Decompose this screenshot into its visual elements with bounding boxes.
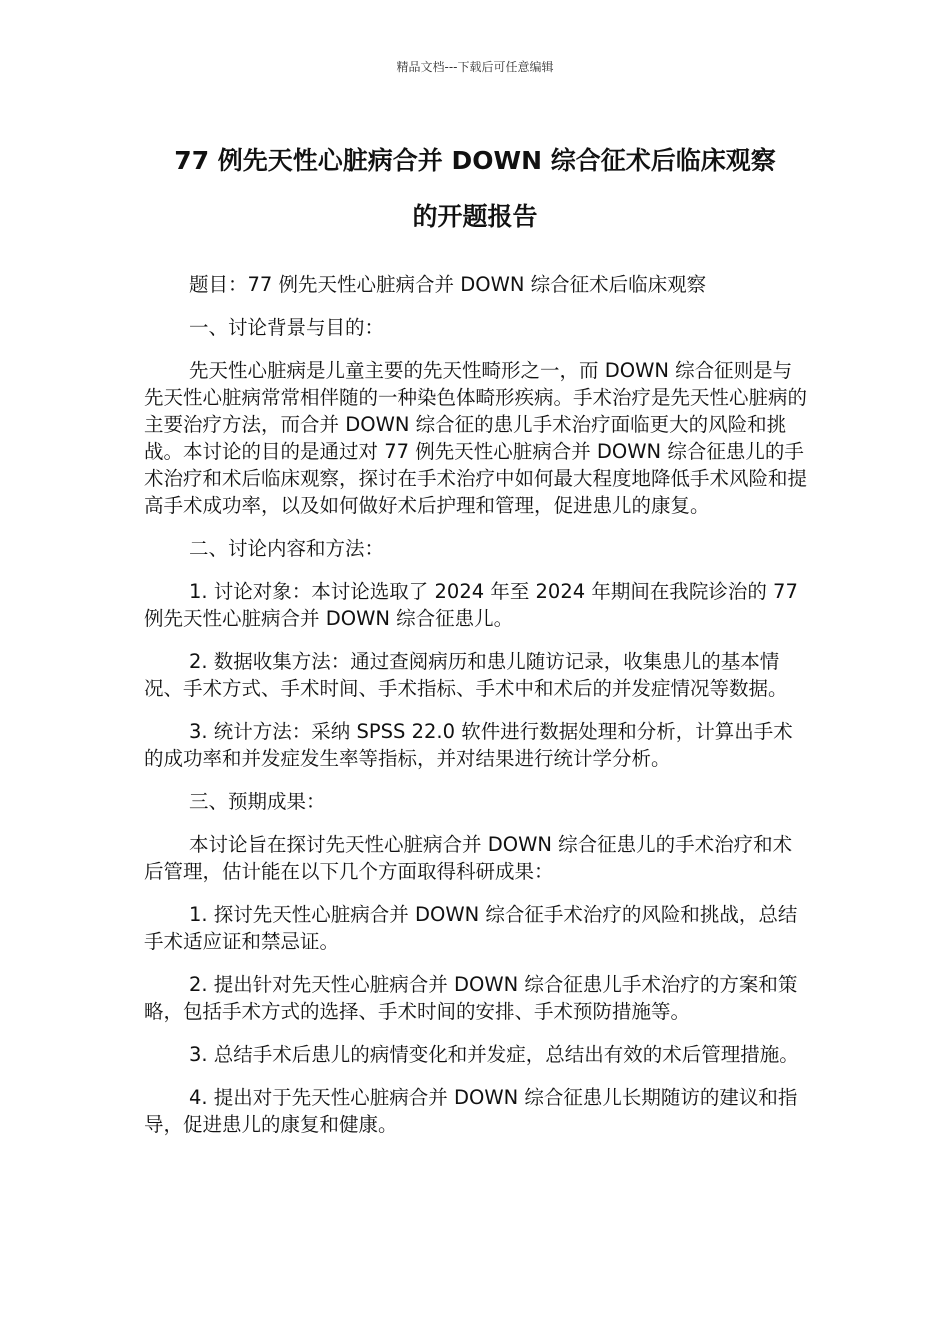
title-line-1: 77 例先天性心脏病合并 DOWN 综合征术后临床观察 (174, 146, 776, 175)
heading-outcomes: 三、预期成果： (189, 790, 326, 813)
heading-methods: 二、讨论内容和方法： (189, 537, 385, 560)
paragraph-outcomes-intro: 本讨论旨在探讨先天性心脏病合并 DOWN 综合征患儿的手术治疗和术后管理，估计能在以下几个方面取得科研成果： (144, 833, 793, 883)
document-title (145, 133, 805, 245)
paragraph-outcome-1: 1. 探讨先天性心脏病合并 DOWN 综合征手术治疗的风险和挑战，总结手术适应证和禁忌证。 (144, 903, 798, 953)
paragraph-method-subjects: 1. 讨论对象：本讨论选取了 2024 年至 2024 年期间在我院诊治的 77 例先天性心脏病合并 DOWN 综合征患儿。 (144, 580, 798, 630)
paragraph-topic: 题目：77 例先天性心脏病合并 DOWN 综合征术后临床观察 (189, 273, 707, 296)
paragraph-method-data: 2. 数据收集方法：通过查阅病历和患儿随访记录，收集患儿的基本情况、手术方式、手术时间、手术指标、手术中和术后的并发症情况等数据。 (144, 650, 788, 700)
watermark-header: 精品文档---下载后可任意编辑 (396, 60, 554, 74)
document-body (144, 271, 808, 1154)
paragraph-outcome-3: 3. 总结手术后患儿的病情变化和并发症，总结出有效的术后管理措施。 (189, 1043, 799, 1066)
heading-background: 一、讨论背景与目的： (189, 316, 385, 339)
paragraph-outcome-2: 2. 提出针对先天性心脏病合并 DOWN 综合征患儿手术治疗的方案和策略，包括手术方式的选择、手术时间的安排、手术预防措施等。 (144, 973, 798, 1023)
paragraph-background: 先天性心脏病是儿童主要的先天性畸形之一，而 DOWN 综合征则是与先天性心脏病常常相伴随的一种染色体畸形疾病。手术治疗是先天性心脏病的主要治疗方法，而合并 DOWN 综合征的患儿手术治疗面临更大的风险和挑战。本讨论的目的是通过对 77 例先天性心脏病合并 DOWN 综合征患儿的手术治疗和术后临床观察，探讨在手术治疗中如何最大程度地降低手术风险和提高手术成功率，以及如何做好术后护理和管理，促进患儿的康复。 (144, 359, 808, 517)
title-line-2: 的开题报告 (412, 202, 538, 231)
paragraph-method-statistics: 3. 统计方法：采纳 SPSS 22.0 软件进行数据处理和分析，计算出手术的成功率和并发症发生率等指标，并对结果进行统计学分析。 (144, 720, 793, 770)
paragraph-outcome-4: 4. 提出对于先天性心脏病合并 DOWN 综合征患儿长期随访的建议和指导，促进患儿的康复和健康。 (144, 1086, 798, 1136)
